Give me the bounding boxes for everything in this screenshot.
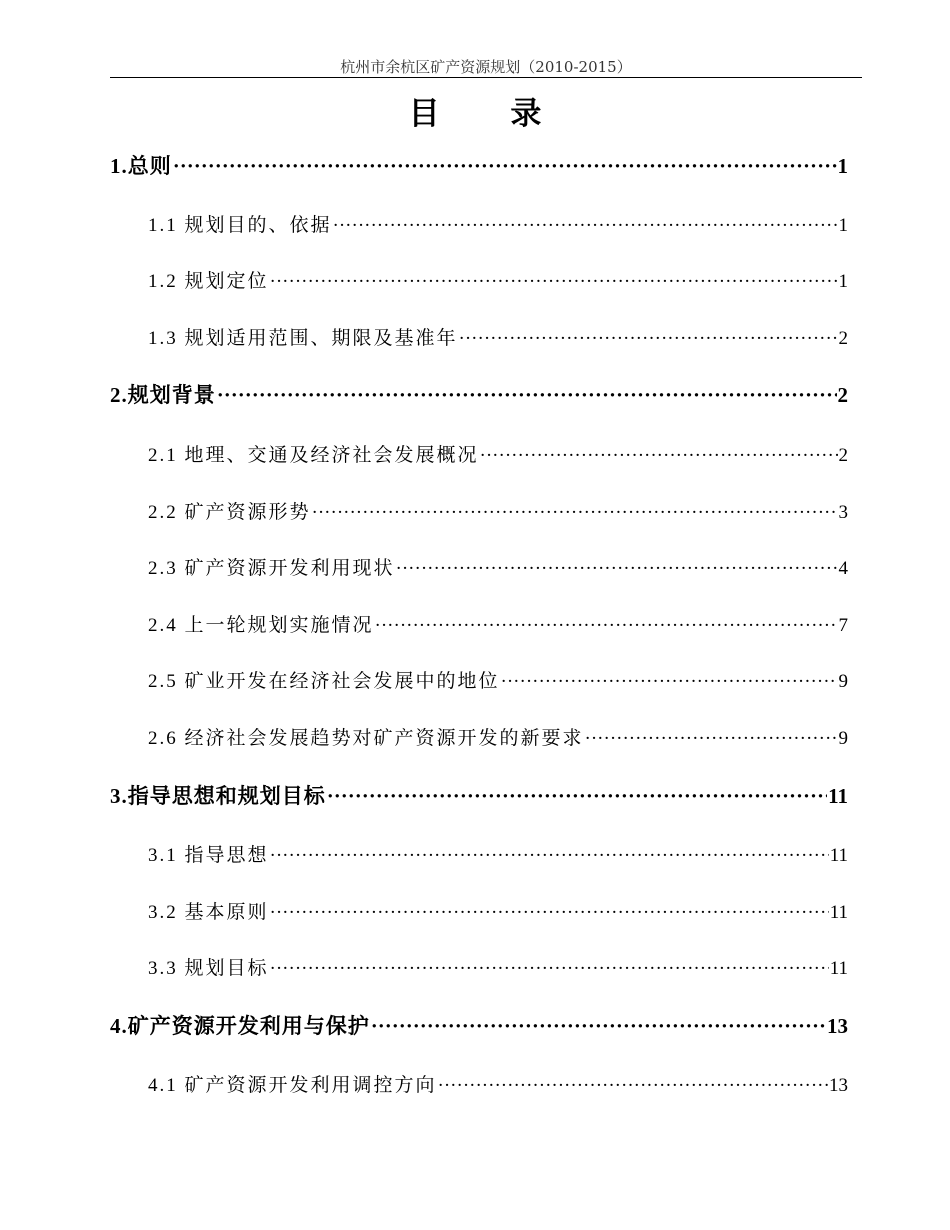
- toc-entry-3[interactable]: [110, 780, 848, 810]
- toc-entry-3-2[interactable]: [148, 897, 848, 924]
- toc-entry-page: 2: [838, 328, 848, 349]
- toc-entry-2[interactable]: [110, 379, 848, 409]
- toc-entry-2-5[interactable]: [148, 666, 848, 693]
- toc-entry-4[interactable]: [110, 1010, 848, 1040]
- toc-entry-page: 1: [837, 154, 848, 178]
- dot-leader: [327, 784, 827, 809]
- toc-entry-text: 1.总则: [110, 154, 172, 178]
- toc-entry-text: 2.3 矿产资源开发利用现状: [148, 558, 395, 579]
- toc-entry-page: 11: [829, 845, 848, 866]
- toc-entry-page: 11: [829, 958, 848, 979]
- toc-entry-text: 3.1 指导思想: [148, 845, 269, 866]
- toc-entry-4-1[interactable]: [148, 1070, 848, 1097]
- dot-leader: [270, 271, 838, 293]
- dot-leader: [438, 1075, 828, 1097]
- toc-entry-page: 13: [829, 1075, 848, 1096]
- toc-entry-text: 4.矿产资源开发利用与保护: [110, 1014, 370, 1038]
- toc-entry-page: 7: [838, 615, 848, 636]
- toc-entry-2-2[interactable]: [148, 497, 848, 524]
- toc-entry-page: 13: [827, 1014, 848, 1038]
- dot-leader: [333, 215, 838, 237]
- dot-leader: [585, 728, 838, 750]
- toc-entry-page: 3: [838, 502, 848, 523]
- toc-entry-3-1[interactable]: [148, 840, 848, 867]
- toc-entry-text: 2.6 经济社会发展趋势对矿产资源开发的新要求: [148, 728, 584, 749]
- toc-entry-page: 2: [837, 383, 848, 407]
- toc-entry-page: 9: [838, 728, 848, 749]
- toc-entry-1-2[interactable]: [148, 266, 848, 293]
- toc-entry-page: 11: [828, 784, 848, 808]
- toc-entry-text: 2.1 地理、交通及经济社会发展概况: [148, 445, 479, 466]
- toc-entry-text: 1.1 规划目的、依据: [148, 215, 332, 236]
- dot-leader: [312, 502, 838, 524]
- dot-leader: [270, 902, 829, 924]
- dot-leader: [501, 671, 838, 693]
- toc-title: 目 录: [408, 96, 572, 132]
- dot-leader: [173, 154, 837, 179]
- toc-entry-text: 2.4 上一轮规划实施情况: [148, 615, 374, 636]
- toc-entry-text: 2.2 矿产资源形势: [148, 502, 311, 523]
- toc-entry-text: 2.5 矿业开发在经济社会发展中的地位: [148, 671, 500, 692]
- dot-leader: [270, 845, 829, 867]
- running-header: 杭州市余杭区矿产资源规划（2010-2015）: [340, 58, 632, 76]
- toc-entry-1-1[interactable]: [148, 210, 848, 237]
- dot-leader: [270, 958, 829, 980]
- toc-entry-page: 1: [838, 271, 848, 292]
- toc-entry-2-4[interactable]: [148, 610, 848, 637]
- toc-entry-text: 4.1 矿产资源开发利用调控方向: [148, 1075, 437, 1096]
- toc-entry-page: 9: [838, 671, 848, 692]
- dot-leader: [371, 1014, 826, 1039]
- toc-entry-text: 1.2 规划定位: [148, 271, 269, 292]
- toc-entry-text: 2.规划背景: [110, 383, 216, 407]
- toc-entry-2-6[interactable]: [148, 723, 848, 750]
- dot-leader: [375, 615, 838, 637]
- dot-leader: [217, 383, 837, 408]
- toc-entry-text: 1.3 规划适用范围、期限及基准年: [148, 328, 458, 349]
- toc-entry-text: 3.2 基本原则: [148, 902, 269, 923]
- toc-entry-text: 3.3 规划目标: [148, 958, 269, 979]
- toc-entry-text: 3.指导思想和规划目标: [110, 784, 326, 808]
- dot-leader: [480, 445, 838, 467]
- toc-entry-3-3[interactable]: [148, 953, 848, 980]
- toc-entry-1[interactable]: [110, 150, 848, 180]
- toc-entry-page: 2: [838, 445, 848, 466]
- toc-entry-2-3[interactable]: [148, 553, 848, 580]
- toc-entry-page: 4: [838, 558, 848, 579]
- dot-leader: [459, 328, 838, 350]
- toc-entry-page: 1: [838, 215, 848, 236]
- toc-entry-page: 11: [829, 902, 848, 923]
- toc-entry-1-3[interactable]: [148, 323, 848, 350]
- toc-entry-2-1[interactable]: [148, 440, 848, 467]
- dot-leader: [396, 558, 838, 580]
